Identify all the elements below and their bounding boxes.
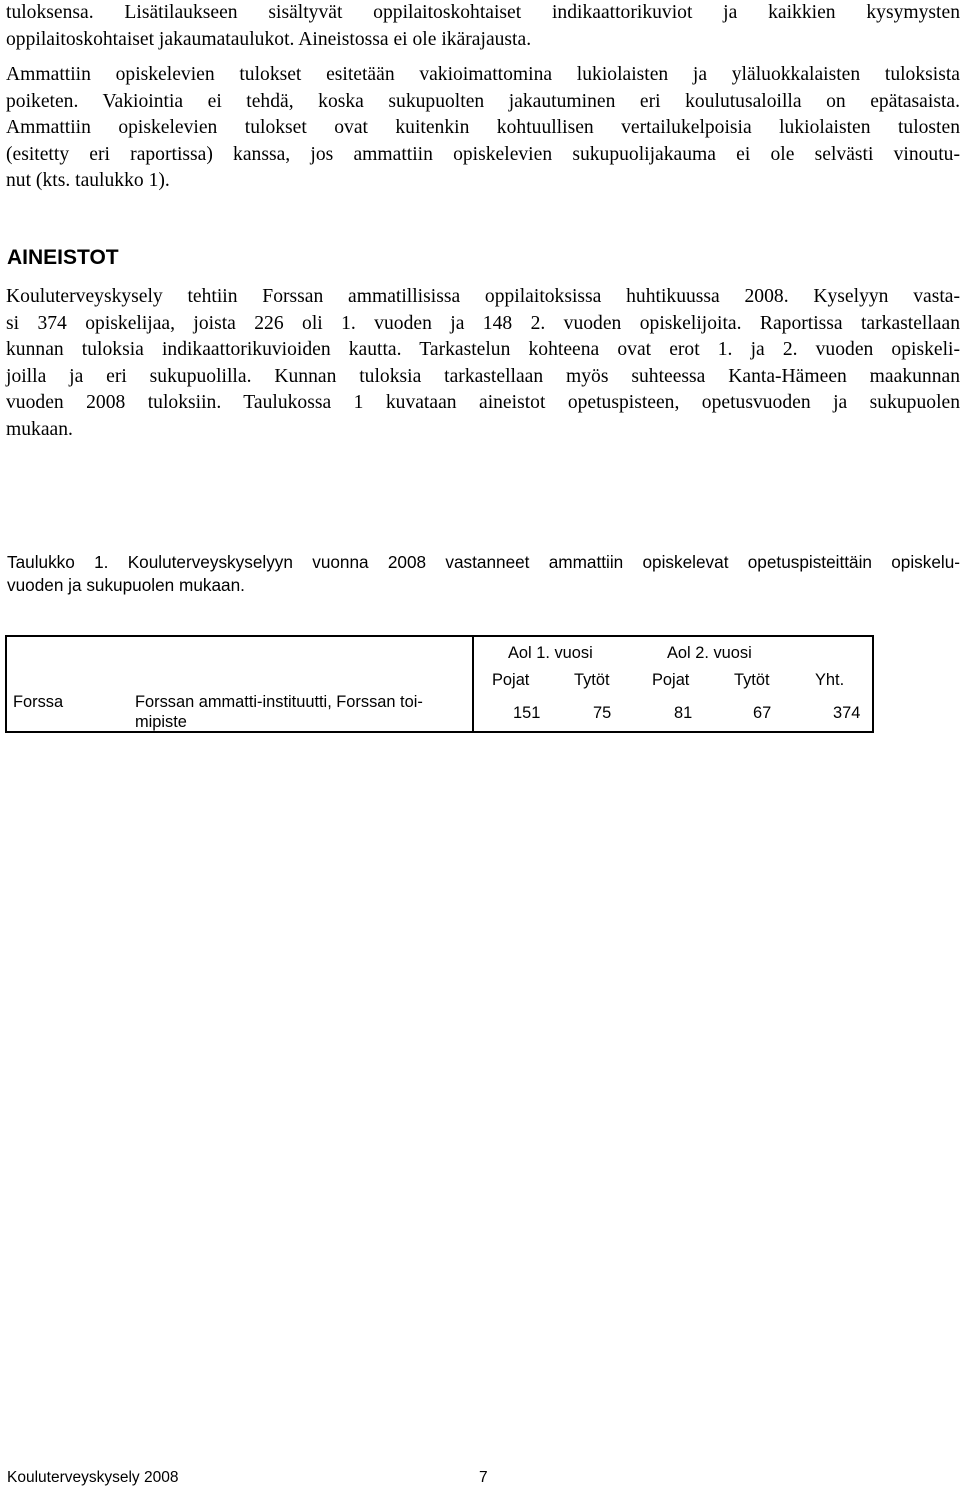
text-line: Kouluterveyskysely tehtiin Forssan ammatillisissa oppilaitoksissa huhtikuussa 2008. Kyselyyn vasta-	[6, 286, 960, 307]
text-line: oppilaitoskohtaiset jakaumataulukot. Aineistossa ei ole ikärajausta.	[6, 28, 532, 50]
caption-line: vuoden ja sukupuolen mukaan.	[7, 575, 245, 595]
table-border-top	[5, 635, 874, 637]
text-line: poiketen. Vakiointia ei tehdä, koska sukupuolten jakautuminen eri koulutusaloilla on epätasaista.	[6, 90, 960, 112]
text-line: Ammattiin opiskelevien tulokset esitetään vakioimattomina lukiolaisten ja yläluokkalaisten tuloksista	[6, 64, 960, 85]
group-header-year-1: Aol 1. vuosi	[508, 644, 593, 662]
table-border-left	[5, 635, 7, 733]
row-value: 75	[593, 704, 612, 722]
text-line: si 374 opiskelijaa, joista 226 oli 1. vuoden ja 148 2. vuoden opiskelijoita. Raportissa tarkastellaan	[6, 312, 960, 334]
row-value: 151	[513, 704, 541, 722]
column-header: Pojat	[652, 671, 690, 689]
text-line: vuoden 2008 tuloksiin. Taulukossa 1 kuvataan aineistot opetuspisteen, opetusvuoden ja sukupuolen	[6, 392, 960, 413]
column-header: Tytöt	[734, 671, 770, 689]
row-municipality: Forssa	[13, 693, 64, 711]
row-value: 67	[753, 704, 772, 722]
column-header: Tytöt	[574, 671, 610, 689]
group-header-year-2: Aol 2. vuosi	[667, 644, 752, 662]
text-line: kunnan tuloksia indikaattorikuvioiden kautta. Tarkastelun kohteena ovat erot 1. ja 2. vuoden opiskeli-	[6, 339, 960, 360]
text-line: Ammattiin opiskelevien tulokset ovat kuitenkin kohtuullisen vertailukelpoisia lukiolaisten tulosten	[6, 117, 960, 138]
column-header: Yht.	[815, 671, 845, 689]
table-border-right	[872, 635, 874, 733]
table-divider	[472, 635, 474, 733]
row-unit-line: Forssan ammatti-instituutti, Forssan toi-	[135, 693, 423, 711]
page-number: 7	[479, 1469, 488, 1486]
text-line: nut (kts. taulukko 1).	[6, 170, 170, 191]
row-value: 374	[833, 704, 861, 722]
text-line: tuloksensa. Lisätilaukseen sisältyvät oppilaitoskohtaiset indikaattorikuviot ja kaikkien kysymysten	[6, 2, 960, 23]
text-line: joilla ja eri sukupuolilla. Kunnan tuloksia tarkastellaan myös suhteessa Kanta-Hämeen maakunnan	[6, 365, 960, 387]
caption-line: Taulukko 1. Kouluterveyskyselyyn vuonna 2008 vastanneet ammattiin opiskelevat opetuspisteittäin opiskelu-	[7, 552, 960, 572]
text-line: mukaan.	[6, 418, 73, 440]
column-header: Pojat	[492, 671, 530, 689]
row-value: 81	[674, 704, 693, 722]
text-line: (esitetty eri raportissa) kanssa, jos ammattiin opiskelevien sukupuolijakauma ei ole selvästi vinoutu-	[6, 143, 960, 165]
section-heading: AINEISTOT	[7, 246, 119, 269]
row-unit-line: mipiste	[135, 713, 187, 731]
footer-title: Kouluterveyskysely 2008	[7, 1469, 179, 1486]
